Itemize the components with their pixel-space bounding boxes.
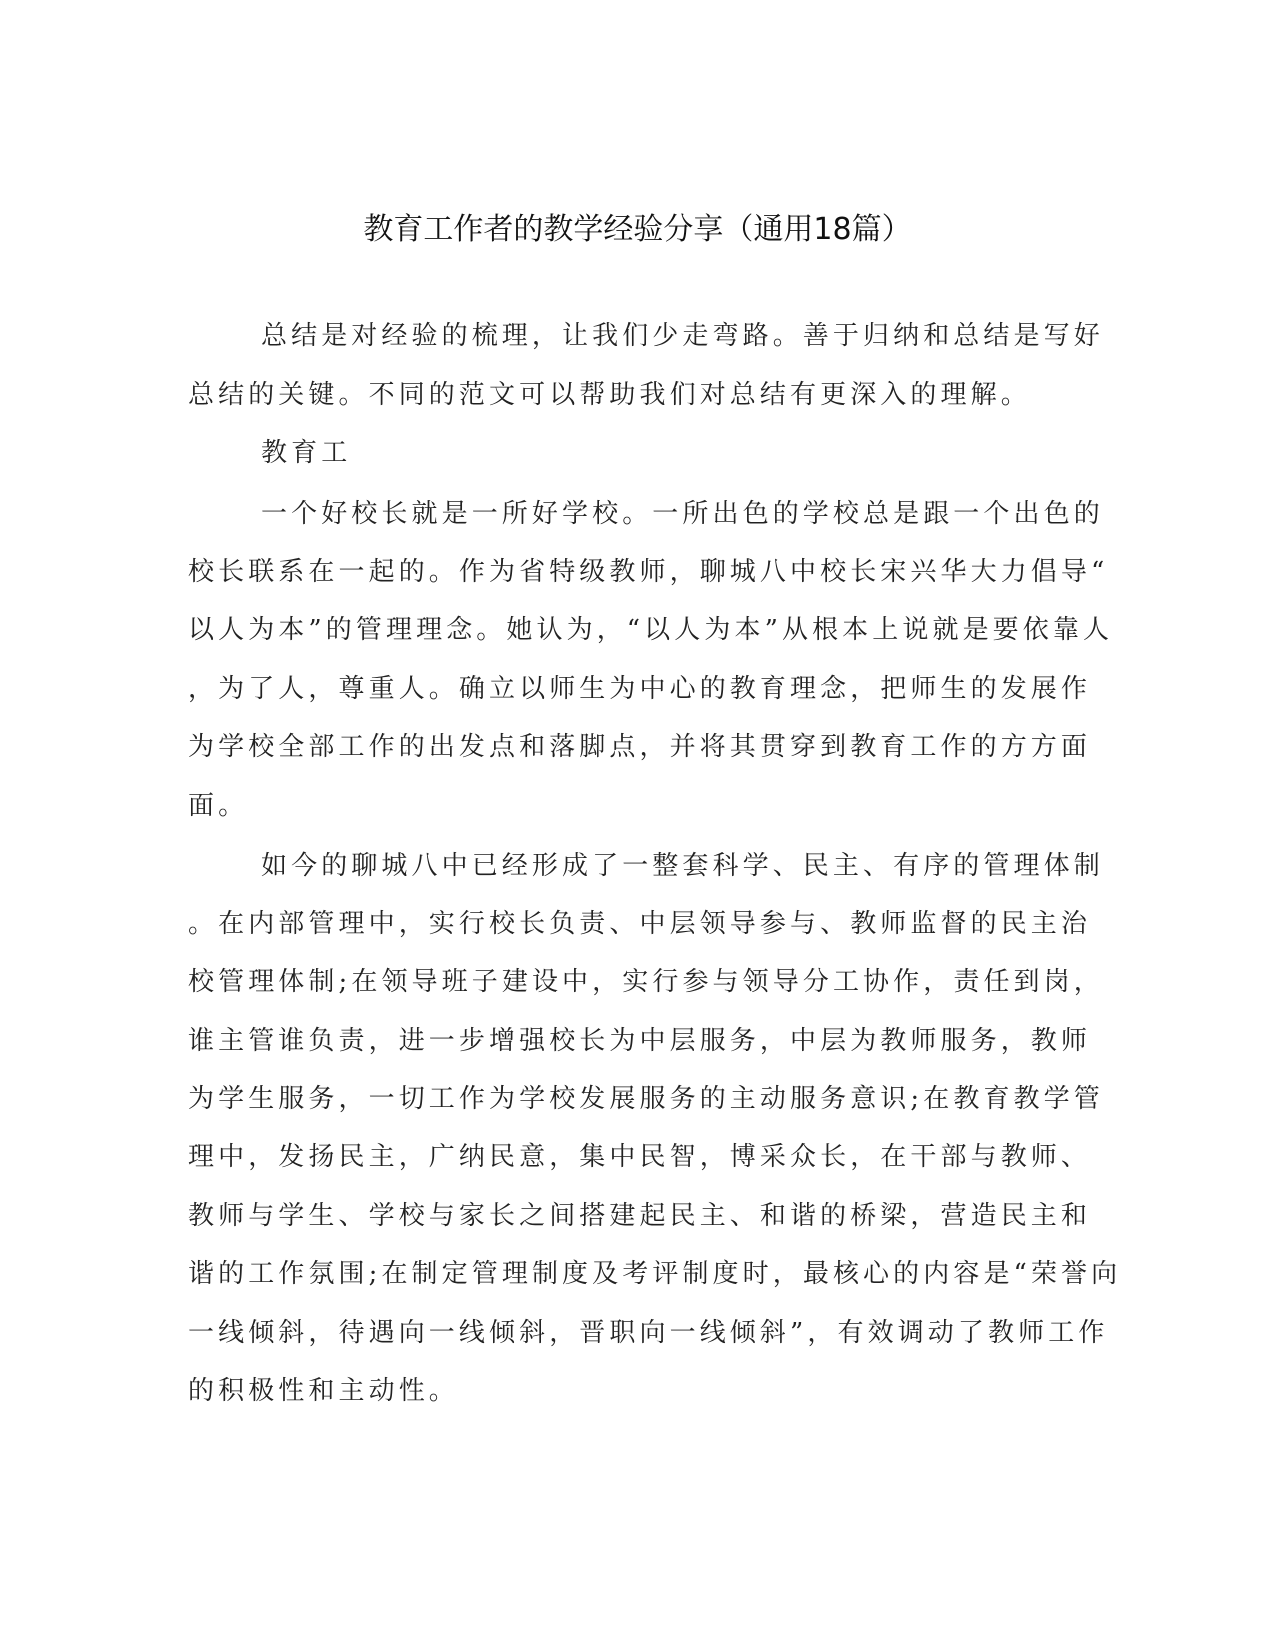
paragraph-line: 教师与学生、学校与家长之间搭建起民主、和谐的桥梁，营造民主和 [188, 1201, 1092, 1231]
paragraph-line: 如今的聊城八中已经形成了一整套科学、民主、有序的管理体制 [261, 851, 1104, 881]
paragraph-line: 面。 [188, 791, 249, 821]
paragraph-line: 一线倾斜，待遇向一线倾斜，晋职向一线倾斜”，有效调动了教师工作 [188, 1318, 1109, 1348]
paragraph-line: 的积极性和主动性。 [188, 1376, 459, 1406]
document-title: 教育工作者的教学经验分享（通用18篇） [363, 212, 912, 247]
paragraph-line: 以人为本”的管理理念。她认为，“以人为本”从根本上说就是要依靠人 [188, 615, 1114, 645]
paragraph-line: 。在内部管理中，实行校长负责、中层领导参与、教师监督的民主治 [188, 909, 1092, 939]
paragraph-line: 理中，发扬民主，广纳民意，集中民智，博采众长，在干部与教师、 [188, 1142, 1092, 1172]
paragraph-line: 为学校全部工作的出发点和落脚点，并将其贯穿到教育工作的方方面 [188, 732, 1092, 762]
paragraph-line: 总结的关键。不同的范文可以帮助我们对总结有更深入的理解。 [188, 380, 1031, 410]
paragraph-line: 校管理体制;在领导班子建设中，实行参与领导分工协作，责任到岗， [188, 967, 1104, 997]
paragraph-line: 一个好校长就是一所好学校。一所出色的学校总是跟一个出色的 [261, 499, 1104, 529]
paragraph-line: ，为了人，尊重人。确立以师生为中心的教育理念，把师生的发展作 [188, 674, 1092, 704]
paragraph-line: 为学生服务，一切工作为学校发展服务的主动服务意识;在教育教学管 [188, 1084, 1104, 1114]
paragraph-line: 校长联系在一起的。作为省特级教师，聊城八中校长宋兴华大力倡导“ [188, 557, 1109, 587]
paragraph-line: 谁主管谁负责，进一步增强校长为中层服务，中层为教师服务，教师 [188, 1026, 1092, 1056]
section-heading: 教育工 [261, 438, 352, 468]
paragraph-line: 谐的工作氛围;在制定管理制度及考评制度时，最核心的内容是“荣誉向 [188, 1259, 1122, 1289]
paragraph-line: 总结是对经验的梳理，让我们少走弯路。善于归纳和总结是写好 [261, 321, 1104, 351]
